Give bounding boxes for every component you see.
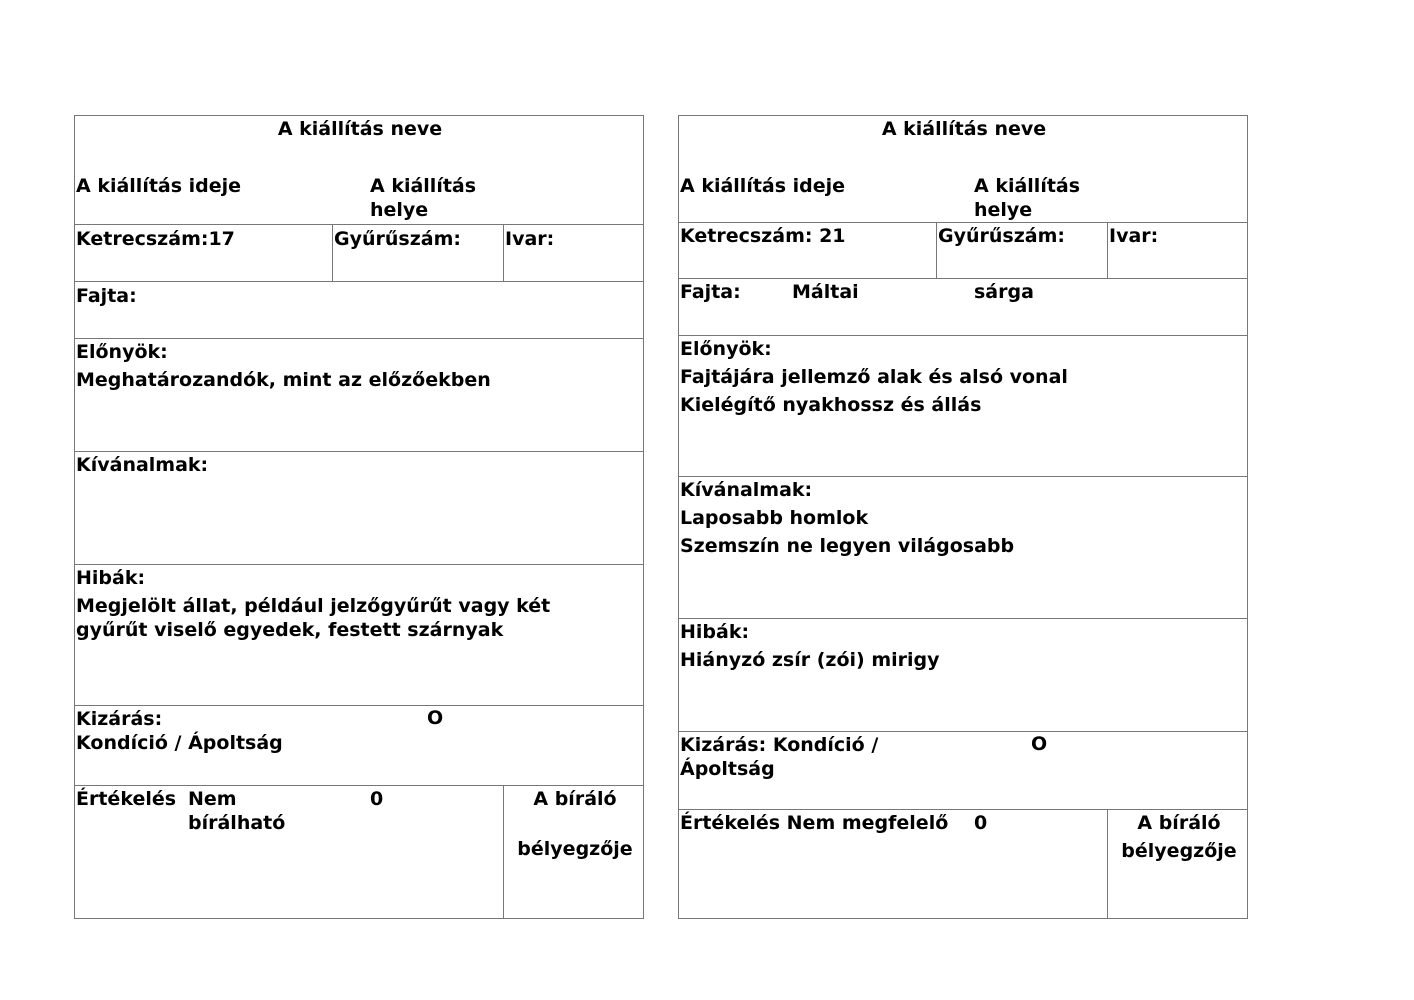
exhibition-name: A kiállítás neve [277, 118, 443, 140]
exhibition-date: A kiállítás ideje [76, 175, 242, 197]
advantages-label: Előnyök: [680, 338, 772, 360]
evaluation-section [75, 785, 643, 918]
judge-stamp-cell [503, 786, 643, 918]
evaluation-value-line-2: bírálható [188, 812, 286, 834]
faults-text-line-2: gyűrűt viselő egyedek, festett szárnyak [76, 619, 504, 641]
header-section [75, 116, 643, 224]
breed-section [75, 281, 643, 338]
score: 0 [974, 812, 988, 834]
sex-cell [1107, 223, 1247, 278]
exhibition-place-line-2: helye [974, 199, 1033, 221]
header-section [679, 116, 1247, 222]
cage-number: Ketrecszám: 21 [680, 225, 846, 247]
wishes-label: Kívánalmak: [76, 454, 209, 476]
wishes-label: Kívánalmak: [680, 479, 813, 501]
advantages-section [679, 335, 1247, 476]
advantages-section [75, 338, 643, 451]
exclusion-mark: O [427, 707, 444, 729]
judge-stamp-cell [1107, 810, 1247, 918]
wishes-text-line-2: Szemszín ne legyen világosabb [680, 535, 1015, 557]
cage-number: Ketrecszám:17 [76, 228, 235, 250]
exhibition-name: A kiállítás neve [881, 118, 1047, 140]
condition-label: Kondíció / Ápoltság [76, 732, 283, 754]
exclusion-section [679, 731, 1247, 809]
exclusion-label-line-2: Ápoltság [680, 758, 775, 780]
exhibition-place: A kiállítás [974, 175, 1081, 197]
id-section [75, 224, 643, 281]
exclusion-mark: O [1031, 733, 1048, 755]
evaluation-label: Értékelés Nem megfelelő [680, 812, 949, 834]
evaluation-label: Értékelés [76, 788, 177, 810]
breed-value: Máltai [792, 281, 859, 303]
id-section [679, 222, 1247, 278]
breed-label: Fajta: [680, 281, 741, 303]
ring-number: Gyűrűszám: [334, 228, 461, 250]
judge-stamp-label: A bíráló [533, 788, 617, 810]
faults-text-line-1: Hiányzó zsír (zói) mirigy [680, 649, 940, 671]
advantages-text-line-2: Kielégítő nyakhossz és állás [680, 394, 982, 416]
sex: Ivar: [505, 228, 555, 250]
exclusion-label: Kizárás: Kondíció / [680, 734, 879, 756]
evaluation-value: Nem [188, 788, 237, 810]
judge-stamp-label: A bíráló [1137, 812, 1221, 834]
judge-stamp-label-line-2: bélyegzője [1121, 840, 1237, 862]
sex: Ivar: [1109, 225, 1159, 247]
exclusion-section [75, 705, 643, 785]
faults-label: Hibák: [76, 567, 146, 589]
faults-section [679, 618, 1247, 731]
advantages-text: Meghatározandók, mint az előzőekben [76, 369, 491, 391]
exhibition-place: A kiállítás [370, 175, 477, 197]
exhibition-place-line-2: helye [370, 199, 429, 221]
wishes-section [75, 451, 643, 564]
ring-number-cell [936, 223, 1107, 278]
evaluation-section [679, 809, 1247, 918]
wishes-text-line-1: Laposabb homlok [680, 507, 869, 529]
advantages-label: Előnyök: [76, 341, 168, 363]
exclusion-label: Kizárás: [76, 708, 163, 730]
wishes-section [679, 476, 1247, 618]
right-judging-card [678, 115, 1248, 919]
left-judging-card [74, 115, 644, 919]
score: 0 [370, 788, 384, 810]
faults-label: Hibák: [680, 621, 750, 643]
advantages-text-line-1: Fajtájára jellemző alak és alsó vonal [680, 366, 1068, 388]
sex-cell [503, 225, 643, 281]
ring-number: Gyűrűszám: [938, 225, 1065, 247]
breed-section [679, 278, 1247, 335]
breed-color: sárga [974, 281, 1034, 303]
ring-number-cell [332, 225, 503, 281]
exhibition-date: A kiállítás ideje [680, 175, 846, 197]
breed-label: Fajta: [76, 285, 137, 307]
faults-section [75, 564, 643, 705]
faults-text-line-1: Megjelölt állat, például jelzőgyűrűt vagy két [76, 595, 551, 617]
judge-stamp-label-line-2: bélyegzője [517, 838, 633, 860]
